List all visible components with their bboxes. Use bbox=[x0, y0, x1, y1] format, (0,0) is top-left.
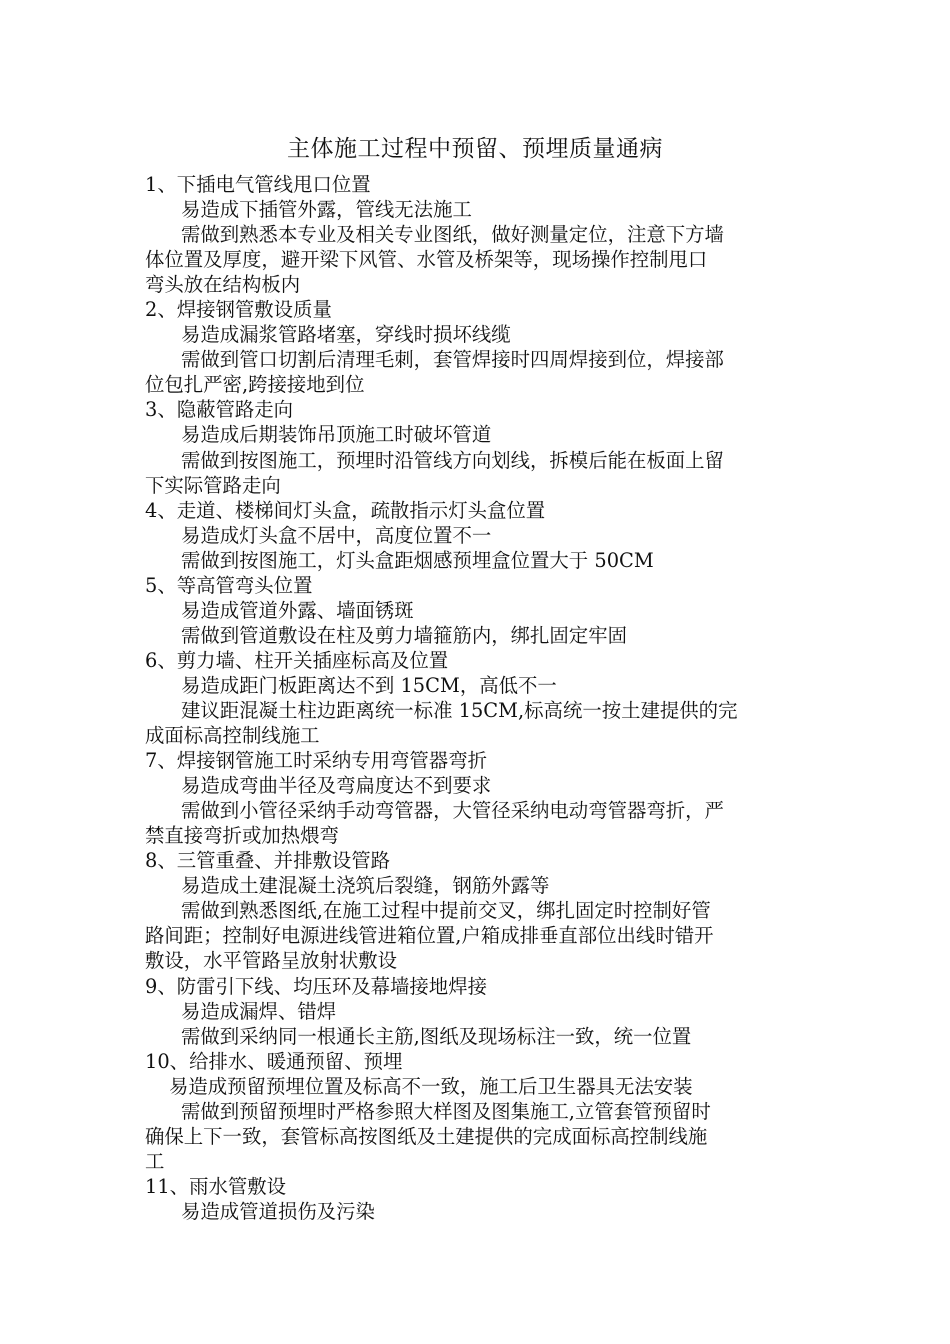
paragraph-line: 易造成弯曲半径及弯扁度达不到要求 bbox=[181, 774, 492, 798]
paragraph-line: 需做到管口切割后清理毛刺，套管焊接时四周焊接到位，焊接部 bbox=[181, 348, 724, 372]
paragraph-continuation: 工 bbox=[145, 1149, 165, 1173]
document-title: 主体施工过程中预留、预埋质量通病 bbox=[287, 136, 663, 162]
paragraph-continuation: 体位置及厚度，避开梁下风管、水管及桥架等，现场操作控制甩口 bbox=[145, 248, 708, 272]
paragraph-continuation: 位包扎严密,跨接接地到位 bbox=[145, 373, 365, 397]
paragraph-continuation: 确保上下一致，套管标高按图纸及土建提供的完成面标高控制线施 bbox=[145, 1124, 708, 1148]
paragraph-continuation: 敷设，水平管路呈放射状敷设 bbox=[145, 949, 398, 973]
paragraph-line: 需做到按图施工，预埋时沿管线方向划线，拆模后能在板面上留 bbox=[181, 448, 724, 472]
paragraph-line: 需做到管道敷设在柱及剪力墙箍筋内，绑扎固定牢固 bbox=[181, 623, 627, 647]
section-heading: 2、焊接钢管敷设质量 bbox=[145, 298, 332, 322]
paragraph-continuation: 路间距；控制好电源进线管进箱位置,户箱成排垂直部位出线时错开 bbox=[145, 924, 714, 948]
paragraph-line: 需做到熟悉图纸,在施工过程中提前交叉，绑扎固定时控制好管 bbox=[181, 899, 711, 923]
section-heading: 3、隐蔽管路走向 bbox=[145, 398, 294, 422]
paragraph-continuation: 禁直接弯折或加热煨弯 bbox=[145, 824, 339, 848]
section-heading: 8、三管重叠、并排敷设管路 bbox=[145, 849, 391, 873]
paragraph-line: 易造成距门板距离达不到 15CM，高低不一 bbox=[181, 673, 557, 697]
paragraph-line: 需做到按图施工，灯头盒距烟感预埋盒位置大于 50CM bbox=[181, 548, 654, 572]
paragraph-line: 易造成漏浆管路堵塞，穿线时损坏线缆 bbox=[181, 323, 511, 347]
document-body bbox=[145, 172, 813, 1224]
paragraph-line: 易造成管道外露、墙面锈斑 bbox=[181, 598, 414, 622]
paragraph-continuation: 下实际管路走向 bbox=[145, 473, 281, 497]
section-heading: 7、焊接钢管施工时采纳专用弯管器弯折 bbox=[145, 749, 487, 773]
section-heading: 5、等高管弯头位置 bbox=[145, 573, 313, 597]
paragraph-line: 易造成下插管外露，管线无法施工 bbox=[181, 198, 472, 222]
section-heading: 10、给排水、暖通预留、预埋 bbox=[145, 1049, 403, 1073]
paragraph-line: 需做到熟悉本专业及相关专业图纸，做好测量定位，注意下方墙 bbox=[181, 223, 724, 247]
section-heading: 11、雨水管敷设 bbox=[145, 1174, 287, 1198]
paragraph-continuation: 成面标高控制线施工 bbox=[145, 724, 320, 748]
section-heading: 4、走道、楼梯间灯头盒，疏散指示灯头盒位置 bbox=[145, 498, 546, 522]
paragraph-continuation: 弯头放在结构板内 bbox=[145, 273, 301, 297]
paragraph-line: 易造成后期装饰吊顶施工时破坏管道 bbox=[181, 423, 492, 447]
paragraph-line: 需做到小管径采纳手动弯管器，大管径采纳电动弯管器弯折，严 bbox=[181, 799, 724, 823]
paragraph-line: 易造成管道损伤及污染 bbox=[181, 1199, 375, 1223]
paragraph-line: 易造成灯头盒不居中，高度位置不一 bbox=[181, 523, 492, 547]
paragraph-line: 易造成预留预埋位置及标高不一致，施工后卫生器具无法安装 bbox=[169, 1074, 693, 1098]
section-heading: 6、剪力墙、柱开关插座标高及位置 bbox=[145, 648, 449, 672]
paragraph-line: 需做到预留预埋时严格参照大样图及图集施工,立管套管预留时 bbox=[181, 1099, 711, 1123]
paragraph-line: 需做到采纳同一根通长主筋,图纸及现场标注一致，统一位置 bbox=[181, 1024, 692, 1048]
paragraph-line: 易造成土建混凝土浇筑后裂缝，钢筋外露等 bbox=[181, 874, 550, 898]
paragraph-line: 易造成漏焊、错焊 bbox=[181, 999, 337, 1023]
section-heading: 9、防雷引下线、均压环及幕墙接地焊接 bbox=[145, 974, 487, 998]
paragraph-line: 建议距混凝土柱边距离统一标准 15CM,标高统一按土建提供的完 bbox=[181, 698, 738, 722]
section-heading: 1、下插电气管线甩口位置 bbox=[145, 173, 371, 196]
